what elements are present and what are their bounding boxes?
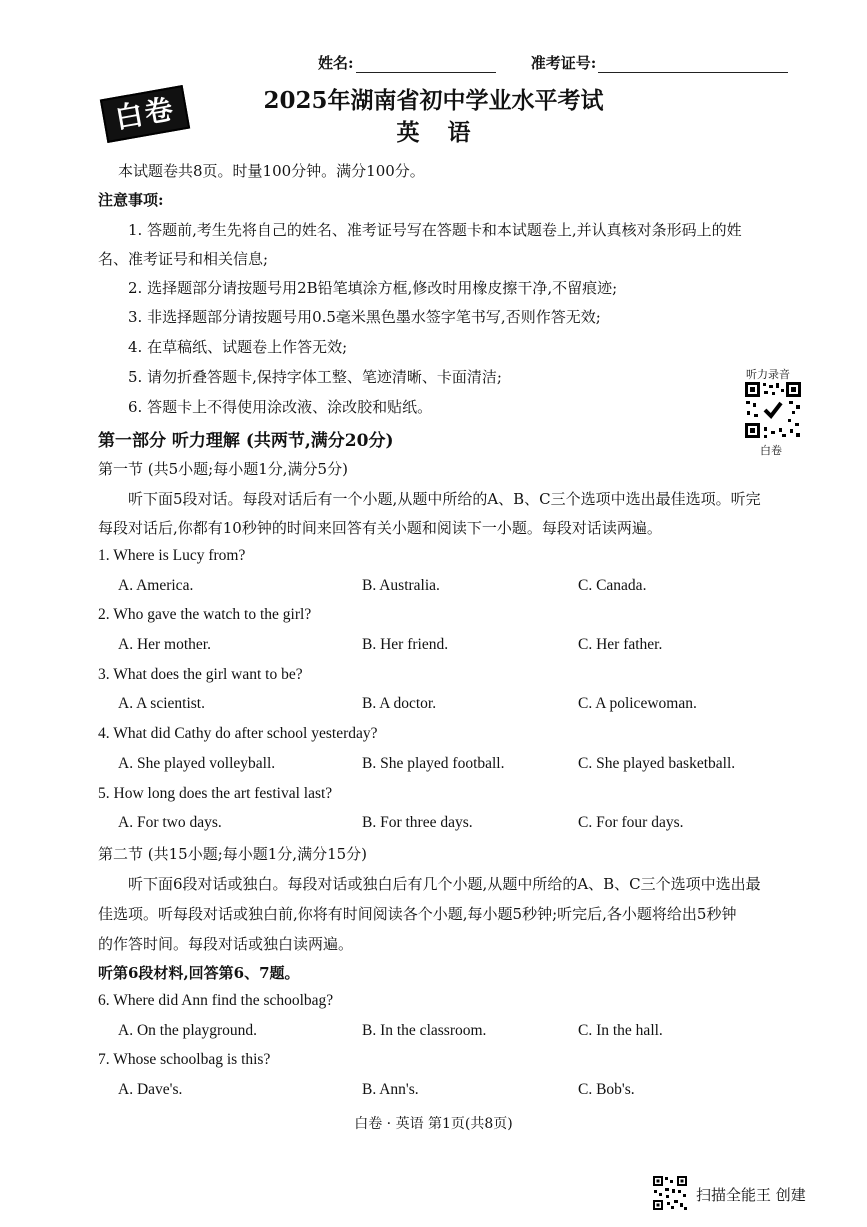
- option-c[interactable]: C. She played basketball.: [578, 755, 736, 772]
- note-line: 4. 在草稿纸、试题卷上作答无效;: [128, 338, 348, 356]
- scanner-watermark: 扫描全能王 创建: [696, 1186, 806, 1204]
- stamp-badge: 白卷: [100, 85, 190, 143]
- question-text: 1. Where is Lucy from?: [98, 547, 246, 564]
- option-b[interactable]: B. A doctor.: [362, 695, 437, 712]
- option-a[interactable]: A. She played volleyball.: [118, 755, 276, 772]
- name-label: 姓名:: [318, 54, 354, 72]
- scanner-qr-icon: [652, 1175, 688, 1215]
- section2-instruction: 佳选项。听每段对话或独白前,你将有时间阅读各个小题,每小题5秒钟;听完后,各小题将给出5秒钟: [98, 905, 737, 923]
- option-b[interactable]: B. In the classroom.: [362, 1022, 487, 1039]
- question-text: 4. What did Cathy do after school yesterday?: [98, 725, 378, 742]
- question-text: 3. What does the girl want to be?: [98, 666, 303, 683]
- section2-instruction: 的作答时间。每段对话或独白读两遍。: [98, 935, 354, 953]
- option-a[interactable]: A. America.: [118, 577, 194, 594]
- note-line: 1. 答题前,考生先将自己的姓名、准考证号写在答题卡和本试题卷上,并认真核对条形码上的姓: [128, 221, 742, 239]
- option-b[interactable]: B. Ann's.: [362, 1081, 419, 1098]
- note-line: 3. 非选择题部分请按题号用0.5毫米黑色墨水签字笔书写,否则作答无效;: [128, 308, 601, 326]
- material-title: 听第6段材料,回答第6、7题。: [98, 964, 300, 982]
- qr-top-label: 听力录音: [746, 368, 790, 381]
- option-a[interactable]: A. Dave's.: [118, 1081, 183, 1098]
- qr-code-icon[interactable]: [744, 381, 802, 443]
- subject-title: 英语: [396, 119, 499, 146]
- option-c[interactable]: C. For four days.: [578, 814, 684, 831]
- intro-text: 本试题卷共8页。时量100分钟。满分100分。: [118, 162, 425, 180]
- question-text: 6. Where did Ann find the schoolbag?: [98, 992, 334, 1009]
- option-b[interactable]: B. She played football.: [362, 755, 505, 772]
- section1-instruction: 每段对话后,你都有10秒钟的时间来回答有关小题和阅读下一小题。每段对话读两遍。: [98, 519, 662, 537]
- exam-title: 2025年湖南省初中学业水平考试: [263, 87, 604, 114]
- qr-bottom-label: 白卷: [760, 444, 782, 457]
- section2-instruction: 听下面6段对话或独白。每段对话或独白后有几个小题,从题中所给的A、B、C三个选项中选出最: [128, 875, 761, 893]
- option-a[interactable]: A. A scientist.: [118, 695, 205, 712]
- option-a[interactable]: A. Her mother.: [118, 636, 211, 653]
- option-b[interactable]: B. Her friend.: [362, 636, 449, 653]
- option-a[interactable]: A. For two days.: [118, 814, 222, 831]
- option-c[interactable]: C. Bob's.: [578, 1081, 635, 1098]
- notes-title: 注意事项:: [98, 191, 164, 209]
- page-footer: 白卷 · 英语 第1页(共8页): [354, 1116, 513, 1132]
- option-c[interactable]: C. Canada.: [578, 577, 647, 594]
- section1-title: 第一节 (共5小题;每小题1分,满分5分): [98, 460, 348, 478]
- header-fields: [318, 52, 788, 73]
- question-text: 2. Who gave the watch to the girl?: [98, 606, 312, 623]
- exam-no-blank[interactable]: [598, 58, 788, 73]
- question-text: 5. How long does the art festival last?: [98, 785, 333, 802]
- option-b[interactable]: B. Australia.: [362, 577, 440, 594]
- exam-no-label: 准考证号:: [530, 54, 597, 72]
- note-line: 6. 答题卡上不得使用涂改液、涂改胶和贴纸。: [128, 398, 433, 416]
- note-line: 名、准考证号和相关信息;: [98, 250, 269, 268]
- part1-title: 第一部分 听力理解 (共两节,满分20分): [98, 431, 394, 451]
- option-c[interactable]: C. In the hall.: [578, 1022, 663, 1039]
- option-a[interactable]: A. On the playground.: [118, 1022, 258, 1039]
- section1-instruction: 听下面5段对话。每段对话后有一个小题,从题中所给的A、B、C三个选项中选出最佳选项。听完: [128, 490, 761, 508]
- option-c[interactable]: C. Her father.: [578, 636, 663, 653]
- section2-title: 第二节 (共15小题;每小题1分,满分15分): [98, 845, 368, 863]
- note-line: 2. 选择题部分请按题号用2B铅笔填涂方框,修改时用橡皮擦干净,不留痕迹;: [128, 279, 618, 297]
- question-text: 7. Whose schoolbag is this?: [98, 1051, 271, 1068]
- option-c[interactable]: C. A policewoman.: [578, 695, 697, 712]
- option-b[interactable]: B. For three days.: [362, 814, 473, 831]
- name-blank[interactable]: [356, 58, 496, 73]
- note-line: 5. 请勿折叠答题卡,保持字体工整、笔迹清晰、卡面清洁;: [128, 368, 502, 386]
